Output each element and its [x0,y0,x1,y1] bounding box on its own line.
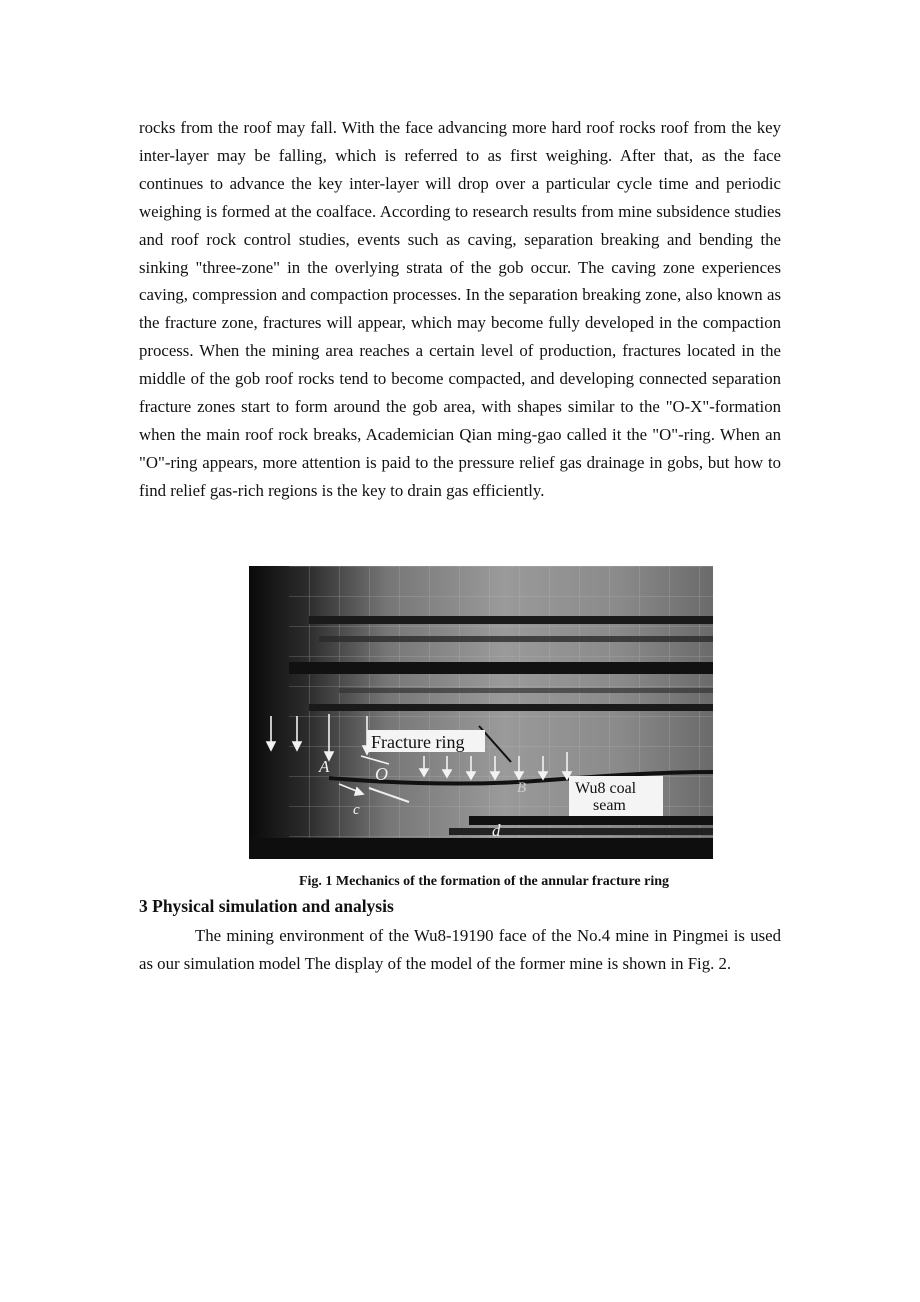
figure-1-photo [249,566,713,859]
point-c-label: c [353,802,360,818]
coal-seam-label-line1: Wu8 coal [575,780,637,797]
fracture-ring-label: Fracture ring [371,732,465,752]
point-b-label: B [517,780,527,796]
figure-caption: Fig. 1 Mechanics of the formation of the annular fracture ring [298,874,670,889]
point-o-label: O [375,764,388,784]
point-a-label: A [319,757,330,776]
fracture-ring-photo [249,566,713,859]
section-heading: 3 Physical simulation and analysis [139,896,394,916]
body-paragraph-2: The mining environment of the Wu8-19190 face of the No.4 mine in Pingmei is used as our simulation model The display of the model of the former mine is shown in Fig. 2. [139,926,781,973]
coal-seam-label-line2: seam [593,797,626,814]
point-d-label: d [492,821,501,840]
body-paragraph: rocks from the roof may fall. With the face advancing more hard roof rocks roof from the key inter-layer may be falling, which is referred to as first weighing. After that, as the face continues to advance the key inter-layer will drop over a particular cycle time and periodic weighing is formed at the coalface. According to research results from mine subsidence studies and roof rock control studies, events such as caving, separation breaking and bending the sinking "three-zone" in the overlying strata of the gob occur. The caving zone experiences caving, compression and compaction processes. In the separation breaking zone, also known as the fracture zone, fractures will appear, which may become fully developed in the compaction process. When the mining area reaches a certain level of production, fractures located in the middle of the gob roof rocks tend to become compacted, and developing connected separation fracture zones start to form around the gob area, with shapes similar to the "O-X"-formation when the main roof rock breaks, Academician Qian ming-gao called it the "O"-ring. When an "O"-ring appears, more attention is paid to the pressure relief gas drainage in gobs, but how to find relief gas-rich regions is the key to drain gas efficiently. [139,118,781,500]
